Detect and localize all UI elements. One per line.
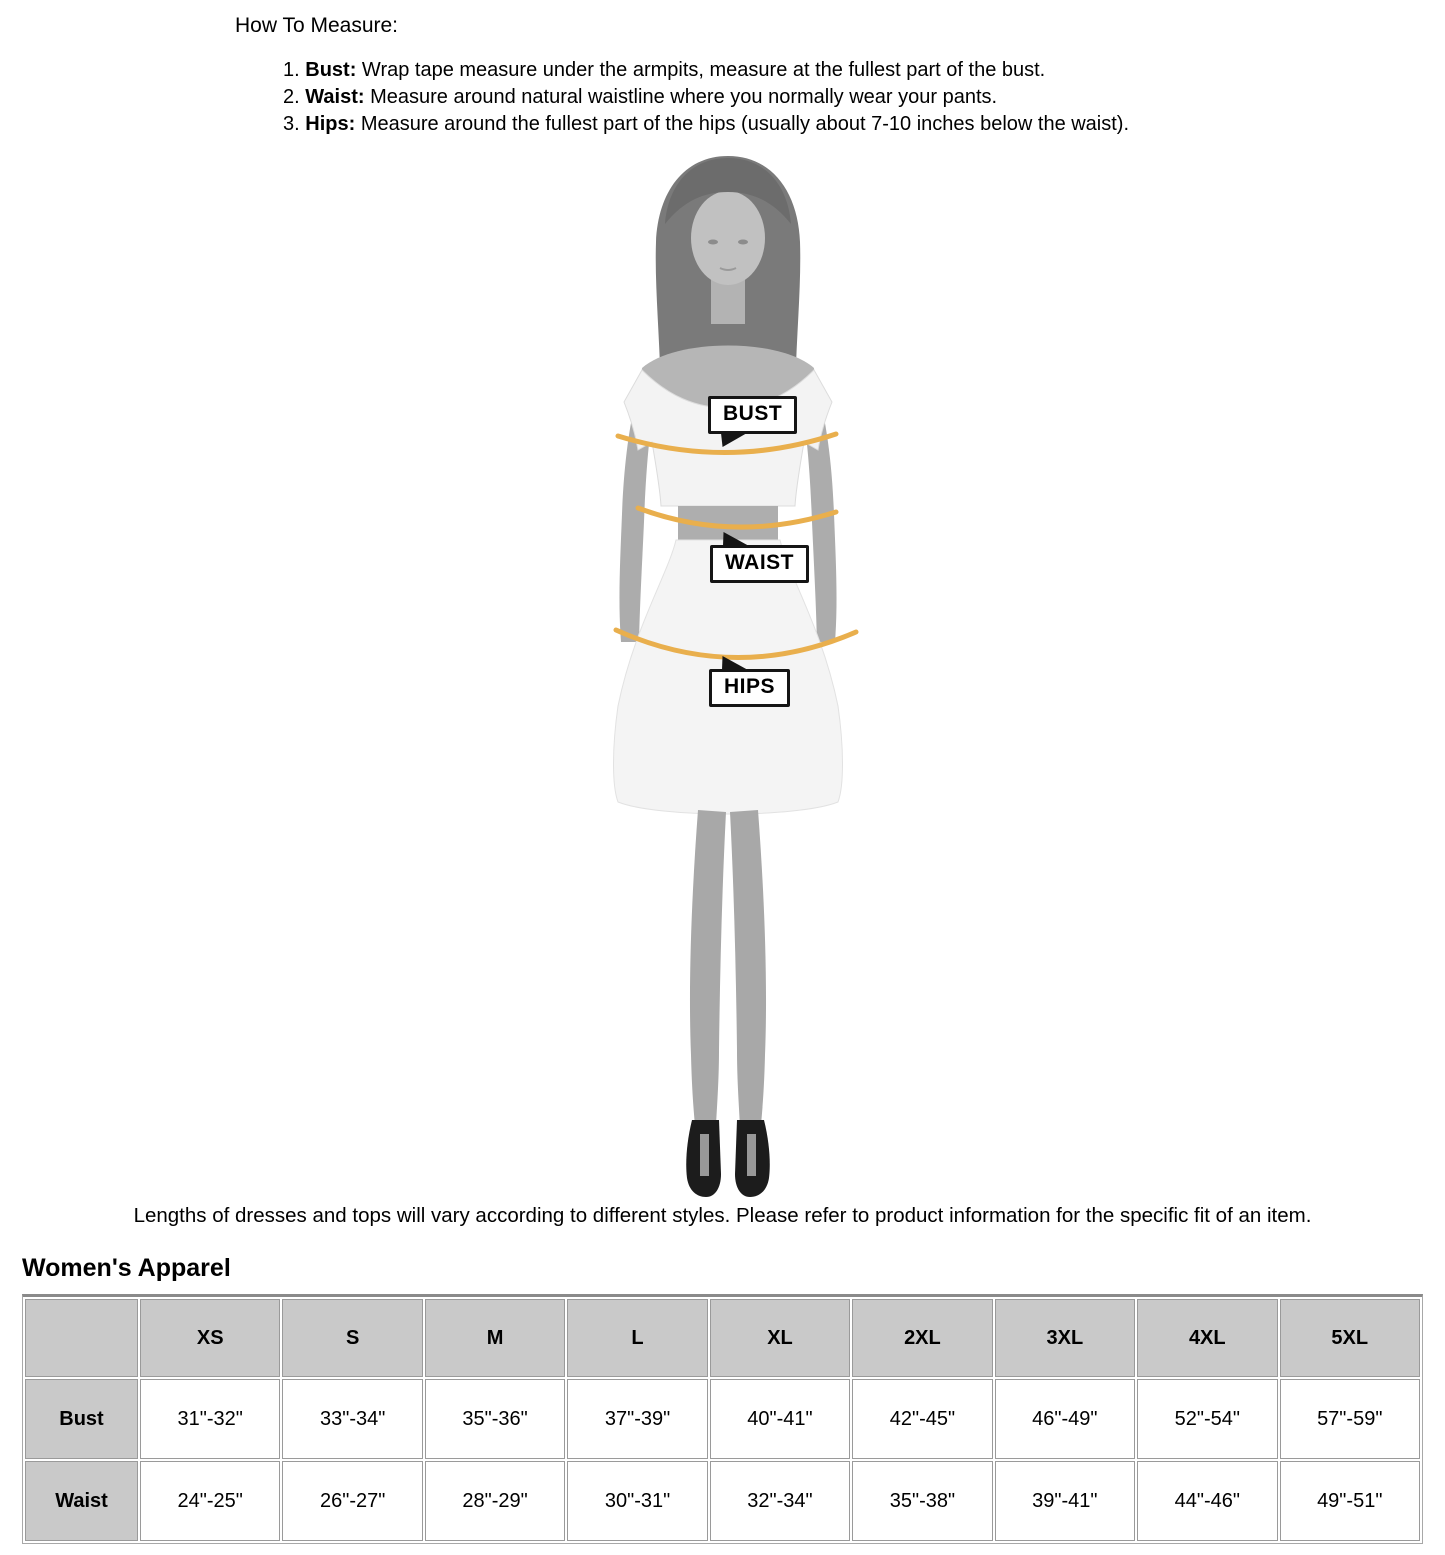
- waist-value-xl: 32"-34": [710, 1461, 850, 1541]
- bust-value-l: 37"-39": [567, 1379, 707, 1459]
- shoe-right-strap: [747, 1134, 756, 1176]
- corner-cell: [25, 1299, 138, 1377]
- bust-row-label: Bust: [25, 1379, 138, 1459]
- size-table-header-row: [25, 1299, 1420, 1377]
- eye-right: [738, 240, 748, 245]
- bust-callout: [708, 396, 797, 434]
- waist-callout-text: WAIST: [725, 551, 794, 574]
- step-number: 3.: [283, 113, 300, 135]
- bust-callout-text: BUST: [723, 402, 783, 425]
- fit-note: Lengths of dresses and tops will vary according to different styles. Please refer to product information for the specific fit of an item.: [133, 1204, 1312, 1227]
- size-header-2xl: 2XL: [852, 1299, 992, 1377]
- measure-step-bust: [283, 57, 1129, 84]
- bust-value-s: 33"-34": [282, 1379, 422, 1459]
- size-header-3xl: 3XL: [995, 1299, 1135, 1377]
- size-header-xs: XS: [140, 1299, 280, 1377]
- waist-value-l: 30"-31": [567, 1461, 707, 1541]
- step-text: Measure around natural waistline where you normally wear your pants.: [370, 86, 998, 108]
- bust-value-3xl: 46"-49": [995, 1379, 1135, 1459]
- hips-callout: [709, 669, 790, 707]
- size-header-l: L: [567, 1299, 707, 1377]
- waist-callout: [710, 545, 809, 583]
- waist-value-4xl: 44"-46": [1137, 1461, 1277, 1541]
- waist-value-3xl: 39"-41": [995, 1461, 1135, 1541]
- leg-left: [690, 810, 726, 1126]
- bust-value-4xl: 52"-54": [1137, 1379, 1277, 1459]
- waist-row: [25, 1461, 1420, 1541]
- waist-value-xs: 24"-25": [140, 1461, 280, 1541]
- bust-row: [25, 1379, 1420, 1459]
- step-label: Bust:: [305, 59, 357, 81]
- waist-row-label: Waist: [25, 1461, 138, 1541]
- step-text: Wrap tape measure under the armpits, measure at the fullest part of the bust.: [361, 59, 1046, 81]
- hips-callout-text: HIPS: [724, 675, 776, 698]
- how-to-measure-title: How To Measure:: [235, 14, 399, 37]
- step-text: Measure around the fullest part of the hips (usually about 7-10 inches below the waist).: [360, 113, 1130, 135]
- measure-step-hips: [283, 111, 1129, 138]
- womens-apparel-heading: Women's Apparel: [22, 1254, 231, 1282]
- size-header-4xl: 4XL: [1137, 1299, 1277, 1377]
- step-label: Waist:: [305, 86, 365, 108]
- size-chart-table: [22, 1294, 1423, 1544]
- bust-value-xs: 31"-32": [140, 1379, 280, 1459]
- size-header-5xl: 5XL: [1280, 1299, 1421, 1377]
- measure-steps: [283, 57, 1129, 138]
- step-label: Hips:: [305, 113, 356, 135]
- bust-value-m: 35"-36": [425, 1379, 565, 1459]
- waist-value-5xl: 49"-51": [1280, 1461, 1421, 1541]
- size-header-m: M: [425, 1299, 565, 1377]
- size-header-s: S: [282, 1299, 422, 1377]
- bust-value-2xl: 42"-45": [852, 1379, 992, 1459]
- waist-value-m: 28"-29": [425, 1461, 565, 1541]
- step-number: 2.: [283, 86, 300, 108]
- measure-step-waist: [283, 84, 1129, 111]
- bust-value-xl: 40"-41": [710, 1379, 850, 1459]
- bust-value-5xl: 57"-59": [1280, 1379, 1421, 1459]
- size-header-xl: XL: [710, 1299, 850, 1377]
- eye-left: [708, 240, 718, 245]
- waist-value-2xl: 35"-38": [852, 1461, 992, 1541]
- waist-value-s: 26"-27": [282, 1461, 422, 1541]
- leg-right: [730, 810, 766, 1126]
- measurement-figure: [492, 150, 952, 1200]
- step-number: 1.: [283, 59, 300, 81]
- shoe-left-strap: [700, 1134, 709, 1176]
